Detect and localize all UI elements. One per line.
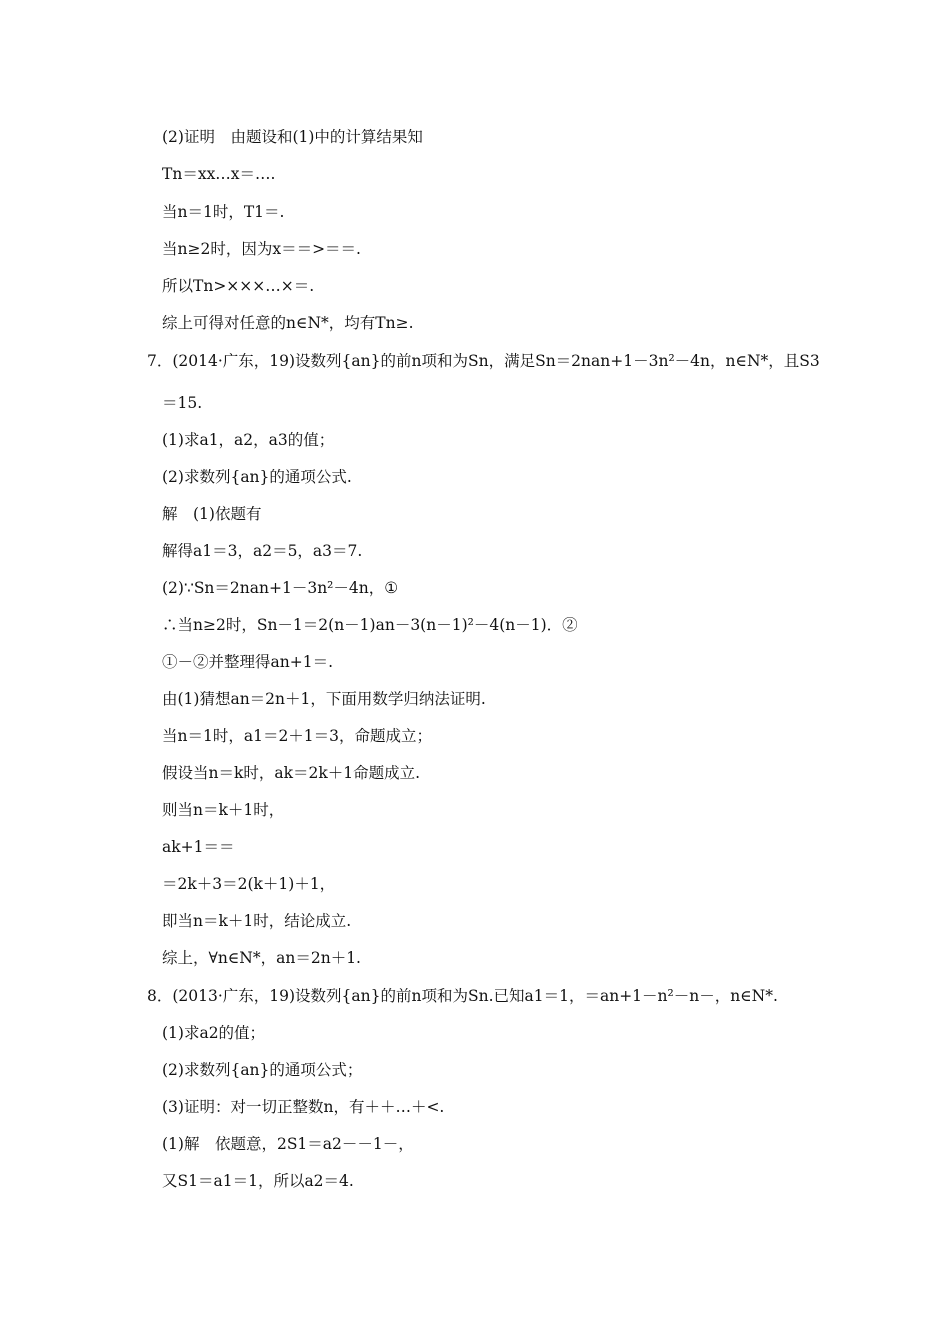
- text-line: (2)求数列{an}的通项公式；: [162, 1061, 363, 1079]
- text-line: 即当n＝k＋1时，结论成立.: [162, 912, 352, 930]
- text-line: 则当n＝k＋1时，: [162, 801, 285, 819]
- text-line: ＝2k＋3＝2(k＋1)＋1，: [162, 875, 336, 893]
- text-line: (2)证明 由题设和(1)中的计算结果知: [162, 128, 423, 146]
- text-line: ak+1＝＝: [162, 838, 235, 856]
- text-line: (2)∵Sn＝2nan+1－3n²－4n，①: [162, 579, 399, 597]
- text-line: 解得a1＝3，a2＝5，a3＝7.: [162, 542, 363, 560]
- text-line: ①－②并整理得an+1＝.: [162, 653, 334, 671]
- text-line: Tn＝xx…x＝….: [162, 165, 276, 183]
- text-line: 当n≥2时，因为x＝＝>＝＝.: [162, 240, 361, 258]
- text-line: (3)证明：对一切正整数n，有＋＋…＋<.: [162, 1098, 445, 1116]
- text-line: 综上可得对任意的n∈N*，均有Tn≥.: [162, 314, 414, 332]
- text-line: 当n＝1时，a1＝2＋1＝3，命题成立；: [162, 727, 433, 745]
- problem-7-header: 7．(2014·广东，19)设数列{an}的前n项和为Sn，满足Sn＝2nan+1－3n²－4n，n∈N*，且S3: [147, 352, 820, 370]
- text-line: 假设当n＝k时，ak＝2k＋1命题成立.: [162, 764, 421, 782]
- text-line: 所以Tn>×××…×＝.: [162, 277, 315, 295]
- text-line: (1)解 依题意，2S1＝a2－－1－，: [162, 1135, 414, 1153]
- text-line: 当n＝1时，T1＝.: [162, 203, 285, 221]
- text-line: 由(1)猜想an＝2n＋1，下面用数学归纳法证明.: [162, 690, 486, 708]
- text-line: 综上，∀n∈N*，an＝2n＋1.: [162, 949, 361, 967]
- problem-8-header: 8．(2013·广东，19)设数列{an}的前n项和为Sn.已知a1＝1，＝an+1－n²－n－，n∈N*.: [147, 987, 778, 1005]
- text-line: ∴当n≥2时，Sn－1＝2(n－1)an－3(n－1)²－4(n－1)．②: [162, 616, 578, 634]
- text-line: 解 (1)依题有: [162, 505, 262, 523]
- text-line: 又S1＝a1＝1，所以a2＝4.: [162, 1172, 354, 1190]
- text-line: (2)求数列{an}的通项公式.: [162, 468, 352, 486]
- text-line: ＝15.: [162, 394, 203, 412]
- text-line: (1)求a1，a2，a3的值；: [162, 431, 335, 449]
- text-line: (1)求a2的值；: [162, 1024, 266, 1042]
